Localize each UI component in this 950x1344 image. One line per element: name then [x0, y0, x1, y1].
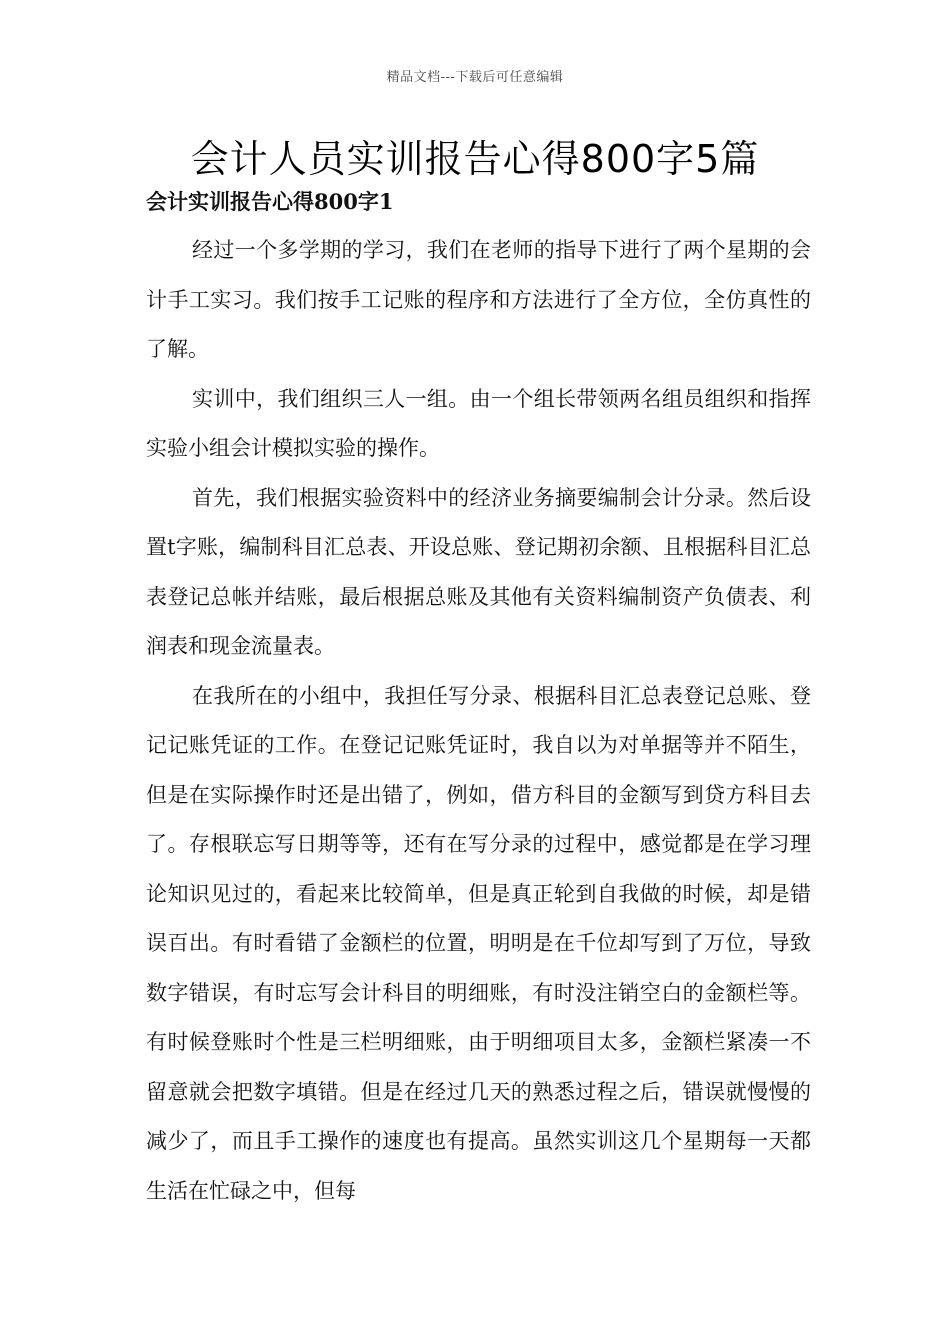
document-body	[146, 226, 811, 1216]
document-title: 会计人员实训报告心得800字5篇	[190, 137, 760, 181]
section-heading: 会计实训报告心得800字1	[146, 189, 394, 214]
header-note: 精品文档---下载后可任意编辑	[386, 70, 564, 85]
paragraph-3: 首先，我们根据实验资料中的经济业务摘要编制会计分录。然后设置t字账，编制科目汇总表、开设总账、登记期初余额、且根据科目汇总表登记总帐并结账，最后根据总账及其他有关资料编制资产负债表、利润表和现金流量表。	[146, 485, 811, 658]
paragraph-1: 经过一个多学期的学习，我们在老师的指导下进行了两个星期的会计手工实习。我们按手工记账的程序和方法进行了全方位，全仿真性的了解。	[146, 238, 811, 361]
paragraph-2: 实训中，我们组织三人一组。由一个组长带领两名组员组织和指挥实验小组会计模拟实验的操作。	[146, 386, 811, 460]
paragraph-4: 在我所在的小组中，我担任写分录、根据科目汇总表登记总账、登记记账凭证的工作。在登记记账凭证时，我自以为对单据等并不陌生，但是在实际操作时还是出错了，例如，借方科目的金额写到贷方科目去了。存根联忘写日期等等，还有在写分录的过程中，感觉都是在学习理论知识见过的，看起来比较简单，但是真正轮到自我做的时候，却是错误百出。有时看错了金额栏的位置，明明是在千位却写到了万位，导致数字错误，有时忘写会计科目的明细账，有时没注销空白的金额栏等。有时候登账时个性是三栏明细账，由于明细项目太多，金额栏紧凑一不留意就会把数字填错。但是在经过几天的熟悉过程之后，错误就慢慢的减少了，而且手工操作的速度也有提高。虽然实训这几个星期每一天都生活在忙碌之中，但每	[146, 683, 811, 1203]
